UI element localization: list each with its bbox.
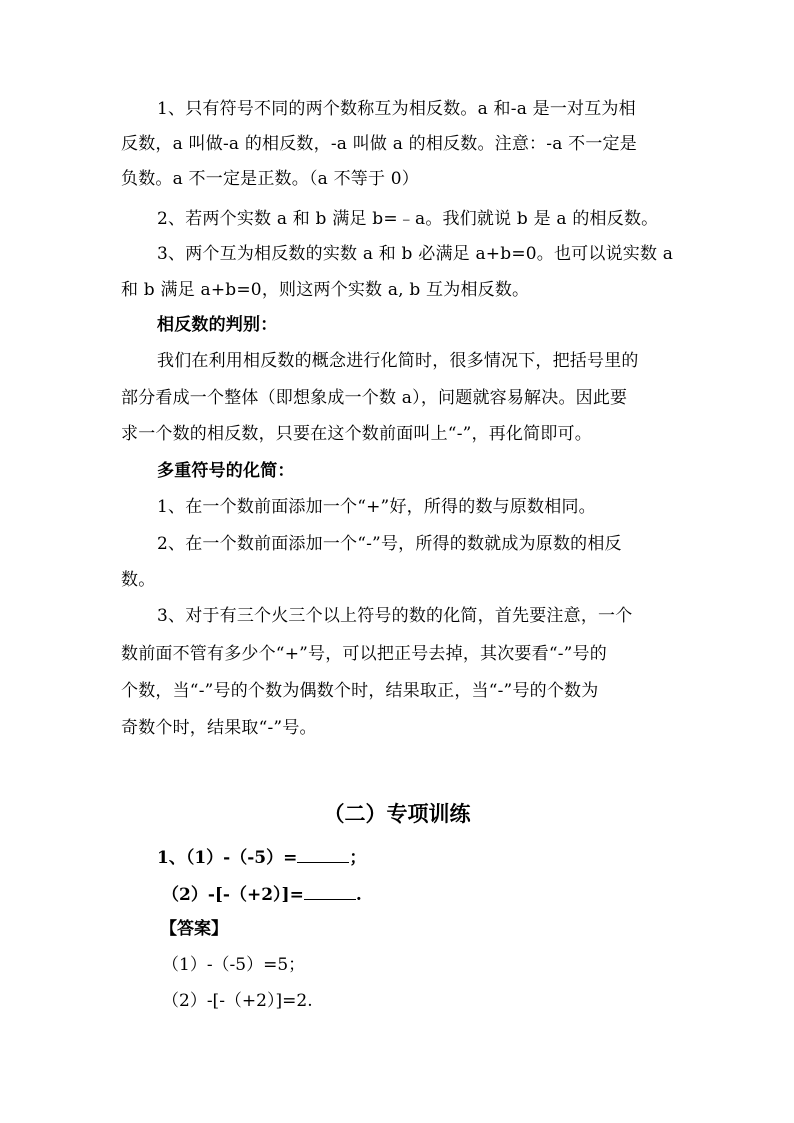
question-1-text: 1、（1）-（-5）= <box>157 848 298 868</box>
answer-2: （2）-[-（+2）]=2. <box>162 991 313 1011</box>
definition-line-4: 2、若两个实数 a 和 b 满足 b=﹣a。我们就说 b 是 a 的相反数。 <box>157 209 659 229</box>
answer-1: （1）-（-5）=5； <box>162 955 306 975</box>
judge-line-2: 部分看成一个整体（即想象成一个数 a），问题就容易解决。因此要 <box>121 388 628 408</box>
question-2-text: （2）-[-（+2）]= <box>162 885 304 905</box>
judge-line-3: 求一个数的相反数，只要在这个数前面叫上“-”，再化简即可。 <box>121 424 592 444</box>
simplify-line-7: 奇数个时，结果取“-”号。 <box>121 718 317 738</box>
judge-heading: 相反数的判别： <box>157 315 278 335</box>
simplify-line-5: 数前面不管有多少个“+”号，可以把正号去掉，其次要看“-”号的 <box>121 644 607 664</box>
section-title: （二）专项训练 <box>323 801 471 826</box>
definition-line-6: 和 b 满足 a+b=0，则这两个实数 a, b 互为相反数。 <box>121 280 530 300</box>
question-1-suffix: ； <box>349 848 367 868</box>
judge-line-1: 我们在利用相反数的概念进行化简时，很多情况下，把括号里的 <box>157 351 639 371</box>
definition-line-1: 1、只有符号不同的两个数称互为相反数。a 和-a 是一对互为相 <box>157 99 636 119</box>
definition-line-5: 3、两个互为相反数的实数 a 和 b 必满足 a+b=0。也可以说实数 a <box>157 244 674 264</box>
simplify-heading: 多重符号的化简： <box>157 461 295 481</box>
question-1 <box>157 845 366 870</box>
question-2-suffix: . <box>355 885 362 905</box>
simplify-line-6: 个数，当“-”号的个数为偶数个时，结果取正，当“-”号的个数为 <box>121 681 599 701</box>
definition-line-2: 反数，a 叫做-a 的相反数，-a 叫做 a 的相反数。注意：-a 不一定是 <box>121 134 637 154</box>
simplify-line-4: 3、对于有三个火三个以上符号的数的化简，首先要注意，一个 <box>157 606 633 626</box>
simplify-line-2: 2、在一个数前面添加一个“-”号，所得的数就成为原数的相反 <box>157 534 622 554</box>
simplify-line-3: 数。 <box>121 570 156 590</box>
simplify-line-1: 1、在一个数前面添加一个“+”好，所得的数与原数相同。 <box>157 497 596 517</box>
answer-blank-2 <box>304 882 356 900</box>
answer-label: 【答案】 <box>160 919 228 939</box>
answer-blank-1 <box>297 845 349 863</box>
question-2 <box>162 882 362 907</box>
definition-line-3: 负数。a 不一定是正数。（a 不等于 0） <box>121 169 419 189</box>
